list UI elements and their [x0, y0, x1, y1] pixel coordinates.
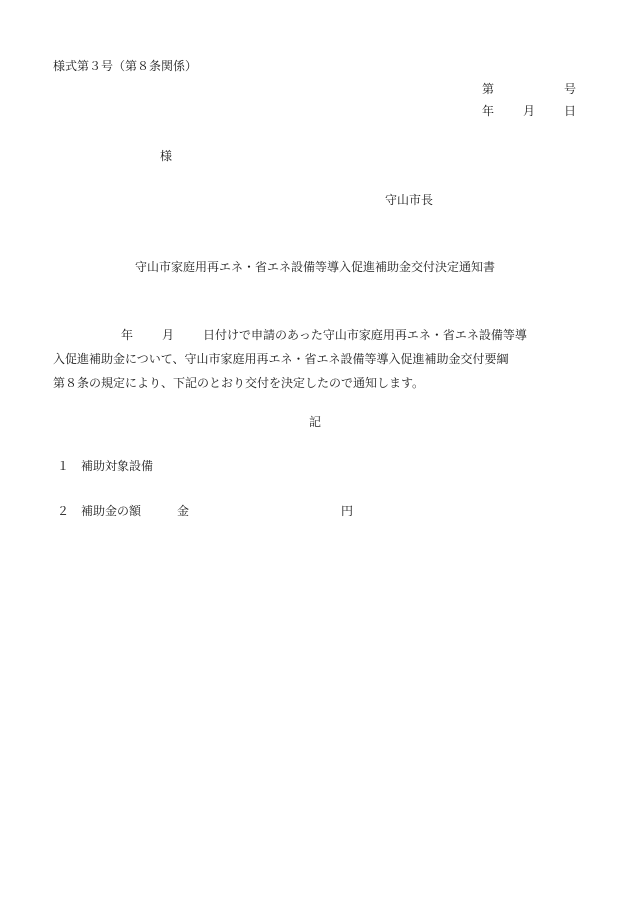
- body-paragraph: [53, 323, 581, 395]
- date-month: 月: [522, 104, 535, 118]
- body-year: 年: [121, 328, 134, 342]
- item-number: １: [57, 459, 70, 473]
- number-prefix: 第: [482, 82, 495, 96]
- body-line-2: 入促進補助金について、守山市家庭用再エネ・省エネ設備等導入促進補助金交付要綱: [53, 352, 509, 366]
- document-date: [482, 103, 576, 125]
- body-month: 月: [162, 328, 175, 342]
- form-label: 様式第３号（第８条関係）: [53, 59, 198, 73]
- item-label: 補助金の額: [81, 504, 142, 518]
- body-line-1: [53, 323, 581, 347]
- document-title: 守山市家庭用再エネ・省エネ設備等導入促進補助金交付決定通知書: [134, 260, 495, 274]
- date-day: 日: [563, 104, 576, 118]
- ki-heading: 記: [308, 415, 321, 429]
- document-number: [482, 81, 576, 103]
- number-suffix: 号: [563, 82, 576, 96]
- item-label: 補助対象設備: [81, 459, 154, 473]
- item-number: ２: [57, 504, 70, 518]
- amount-kin: 金: [177, 504, 190, 518]
- list-item: [57, 503, 353, 519]
- body-line-3: 第８条の規定により、下記のとおり交付を決定したので通知します。: [53, 376, 425, 390]
- list-item: [57, 458, 153, 474]
- addressee: 様: [160, 149, 173, 163]
- date-year: 年: [482, 104, 495, 118]
- sender: 守山市長: [385, 193, 434, 207]
- document-number-date: [482, 81, 576, 125]
- amount-yen: 円: [341, 504, 354, 518]
- body-line-1-text: 日付けで申請のあった守山市家庭用再エネ・省エネ設備等導: [203, 328, 527, 342]
